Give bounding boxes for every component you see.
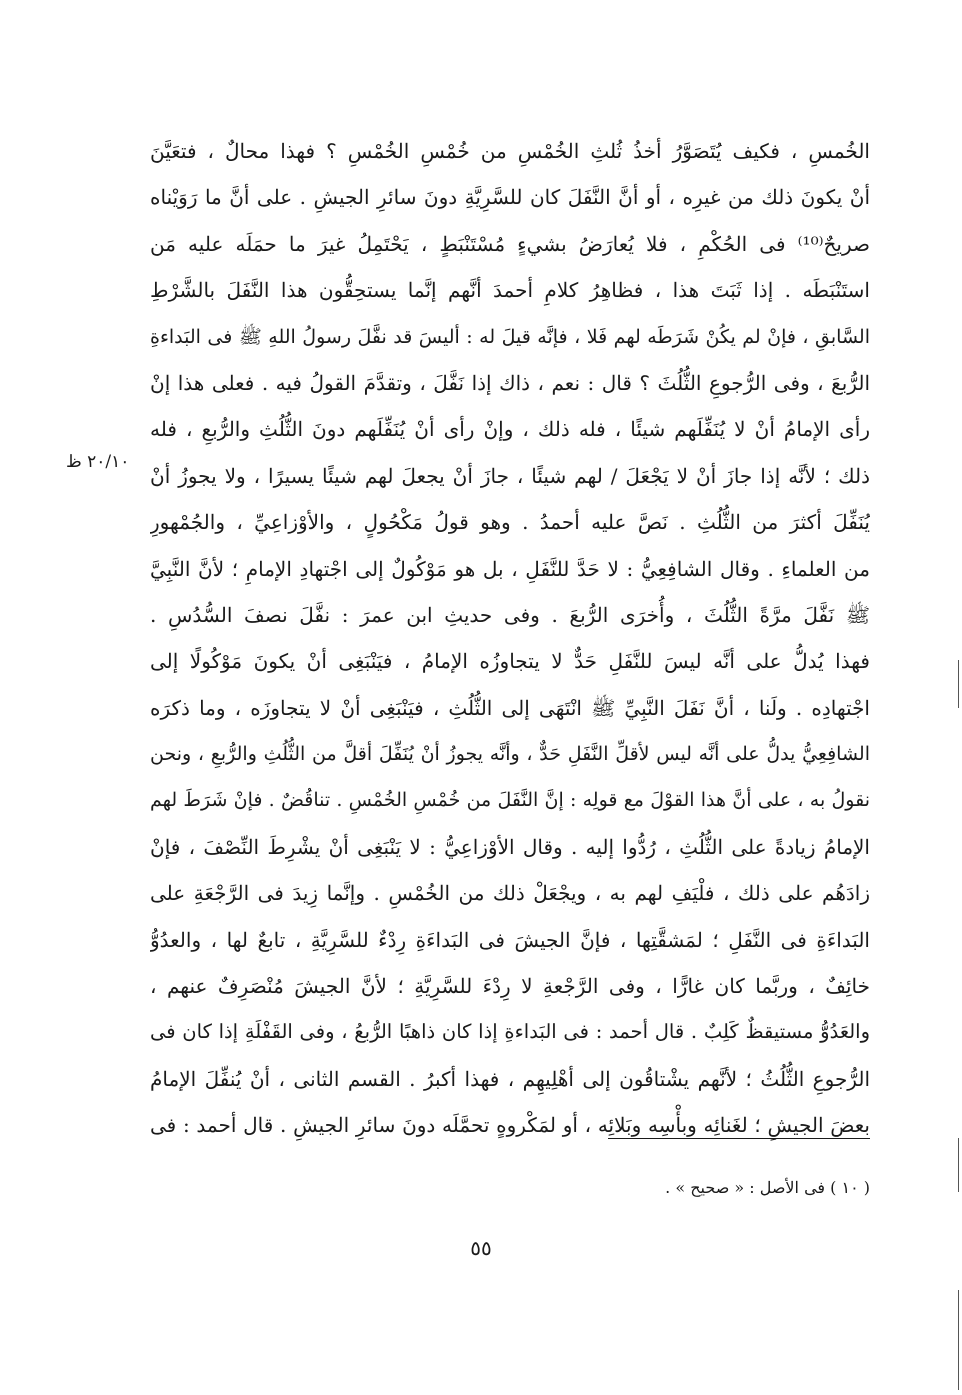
text-line: نقولُ به ، على أنَّ هذا القوْلَ مع قولِه : إنَّ النَّفَلَ من خُمْسِ الخُمْسِ . تناقُضٌ . فإنْ شَرَطَ لهم: [150, 789, 870, 812]
text-line: زادَهُم على ذلك ، فلْيَفِ لهم به ، ويجْعَلْ ذلك من الخُمْسِ . وإنَّما زِيدَ فى الرَّجْعَةِ على: [150, 881, 870, 906]
scan-edge-mark: [958, 1290, 959, 1390]
text-line: البَداءَةِ فى النَّفَلِ ؛ لمَشقَّتِها ، فإنَّ الجيشَ فى البَداءَةِ رِدْءٌ للسَّرِيَّةِ ، تابعٌ لها ، والعدُوُّ: [150, 927, 870, 952]
text-line: ﷺ نَفَّلَ مرَّةً الثُّلُثَ ، وأُخرَى الرُّبعَ . وفى حديثِ ابن عمرَ : نفَّلَ نصفَ السُّدُسِ .: [150, 602, 870, 627]
text-line: السَّابقِ ، فإنْ لم يكُنْ شَرَطَه لهم فَلا ، فإنَّه قيلَ له : أليسَ قد نفَّلَ رسولُ اللهِ ﷺ فى البَداءةِ: [150, 325, 870, 348]
text-line: ذلك ؛ لأنَّه إذا جازَ أنْ لا يَجْعَلَ / لهم شيئًا ، جازَ أنْ يجعلَ لهم شيئًا يسيرًا ، ولا يجوزُ أنْ: [150, 463, 870, 488]
text-line: الرُّبعَ ، وفى الرُّجوعِ الثُّلُثَ ؟ قال : نعم ، ذاك إذا نَفَّلَ ، وتقدَّمَ القولُ فيه . فعلى هذا إنْ: [150, 370, 870, 395]
text-line: الإمامُ زيادةً على الثُّلُثِ ، رُدُّوا إليه . وقال الأوْزاعِيُّ : لا يَنْبَغِى أنْ يشْرِطَ النِّصْفَ ، فإنْ: [150, 834, 870, 859]
manuscript-folio-note: ٢٠/١٠ ظ: [66, 452, 130, 472]
main-text-block: [150, 128, 870, 1149]
scan-edge-mark: [958, 660, 959, 708]
text-line: فهذا يُدلُّ على أنَّه ليسَ للنَّفَلِ حَدٌّ لا يتجاوزُه الإمامُ ، فيَنْبَغِى أنْ يكونَ مَوْكُولًا إلى: [150, 649, 870, 674]
text-line: خائِفٌ ، وربَّما كان غارًّا ، وفى الرَّجْعةِ لا رِدْءَ للسَّرِيَّةِ ؛ لأنَّ الجيشَ مُنْصَرِفٌ عنهم ،: [150, 974, 870, 999]
text-line: الرُّجوعِ الثُّلُثُ ؛ لأنَّهم يشْتاقُون إلى أهْلِيهِم ، فهذا أكبرُ . القسم الثانى ، أنْ يُنفِّلَ الإمامُ: [150, 1066, 870, 1091]
text-line: بعضَ الجيشِ ؛ لغَنائِه وبأْسِه وبَلائِه ، أو لمَكْروهٍ تحمَّلَه دونَ سائرِ الجيشِ . قال أحمد : فى: [150, 1113, 870, 1138]
text-line: استَنْبَطَه . إذا ثَبَتَ هذا ، فظاهِرُ كلامِ أحمدَ أنَّهم إنَّما يستحِقُّون هذا النَّفَلَ بالشَّرْطِ: [150, 278, 870, 303]
text-line: من العلماءِ . وقال الشافِعِيُّ : لا حَدَّ للنَّفَلِ ، بل هو مَوْكُولٌ إلى اجْتهادِ الإمامِ ؛ لأنَّ النَّبِيَّ: [150, 556, 870, 581]
text-line: أنْ يكونَ ذلك من غيرِه ، أو أنَّ النَّفَلَ كان للسَّرِيَّةِ دونَ سائرِ الجيشِ . على أنَّ ما رَوَيْناه: [150, 185, 870, 210]
footnote: ( ١٠ ) فى الأصل : « صحيح » .: [665, 1178, 870, 1197]
text-line: الخُمسِ ، فكيف يُتَصَوَّرُ أخذُ ثُلثِ الخُمْسِ من خُمْسِ الخُمْسِ ؟ فهذا محالٌ ، فتعَيَّنَ: [150, 139, 870, 163]
text-line: يُنَفِّلَ أكثرَ من الثُّلُثِ . نَصَّ عليه أحمدُ . وهو قولُ مَكْحُولٍ ، والأوْزاعِيِّ ، والجُمْهورِ: [150, 510, 870, 535]
page-number: ٥٥: [470, 1236, 492, 1260]
text-line: رأى الإمامُ أنْ لا يُنَفِّلَهم شيئًا ، فله ذلك ، وإنْ رأى أنْ يُنَفِّلَهم دونَ الثُّلُثِ والرُّبعِ ، فله: [150, 417, 870, 442]
scan-edge-mark: [958, 1138, 959, 1192]
text-line: اجْتهادِه . ولَنا ، أنَّ نَفَلَ النَّبِيِّ ﷺ انْتَهَى إلى الثُّلُثِ ، فيَنْبَغِى أنْ لا يتجاوزَه ، وما ذكرَه: [150, 695, 870, 720]
text-line: صريحٌ⁽¹⁰⁾ فى الحُكْمِ ، فلا يُعارَضُ بشيءٍ مُسْتَنْبَطٍ ، يَحْتَمِلُ غيرَ ما حمَلَه عليه مَن: [150, 231, 870, 256]
text-line: والعَدُوُّ مستيقظٌ كَلِبٌ . قال أحمد : فى البَداءةِ إذا كان ذاهبًا الرُّبعُ ، وفى القَفْلَةِ إذا كان فى: [150, 1020, 870, 1044]
footnote-divider: [608, 1138, 870, 1139]
text-line: الشافِعِيُّ يدلُّ على أنَّه ليس لأقلِّ النَّفَلِ حَدٌّ ، وأنَّه يجوزُ أنْ يُنَفِّلَ أقلَّ من الثُّلُثِ والرُّبعِ ، ونحن: [150, 743, 870, 766]
